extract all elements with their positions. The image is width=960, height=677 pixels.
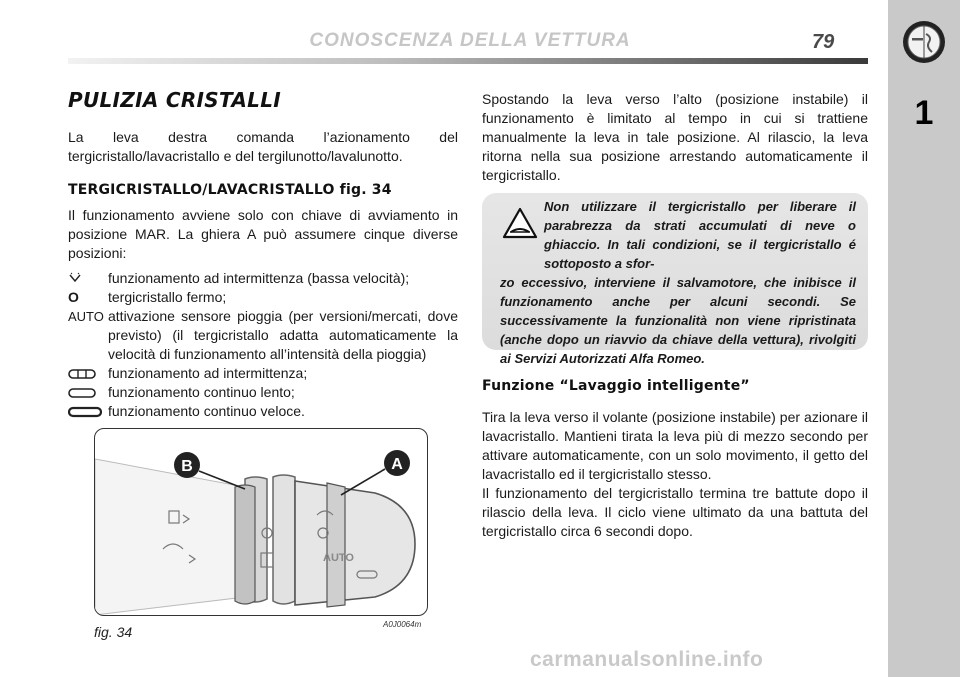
chapter-number: 1 bbox=[914, 94, 934, 132]
warning-box bbox=[482, 193, 868, 366]
lever-auto-label: AUTO bbox=[323, 552, 354, 564]
position-description: attivazione sensore pioggia (per versioni/mercati, dove previsto) (il tergicristallo adatta automaticamente la velocità di funzionamento all’intensità della pioggia) bbox=[108, 308, 458, 362]
callout-a-label: A bbox=[391, 456, 403, 473]
running-header-title: CONOSCENZA DELLA VETTURA bbox=[309, 30, 631, 51]
position-symbol: O bbox=[68, 289, 79, 305]
figure-code: A0J0064m bbox=[383, 620, 422, 629]
function-title: Funzione “Lavaggio intelligente” bbox=[482, 378, 750, 394]
continuous-slow-icon bbox=[68, 383, 108, 402]
position-description: funzionamento continuo veloce. bbox=[108, 403, 305, 419]
warning-text-rest: zo eccessivo, interviene il salvamotore, che inibisce il funzionamento anche per alcuni secondi. Se successivamente la funzionalità non viene ripristinata (anche dopo un riavvio da chiave della vettura), rivolgiti ai Servizi Autorizzati Alfa Romeo. bbox=[500, 275, 856, 366]
page-number: 79 bbox=[812, 31, 835, 53]
intermittent-low-icon bbox=[68, 269, 108, 288]
figure-label: fig. 34 bbox=[94, 624, 133, 640]
alfa-romeo-logo-icon bbox=[902, 20, 946, 64]
left-column bbox=[68, 88, 458, 421]
list-item bbox=[68, 402, 458, 421]
list-item bbox=[68, 269, 458, 288]
subsection-title: TERGICRISTALLO/LAVACRISTALLO fig. 34 bbox=[68, 182, 392, 198]
right-column bbox=[482, 90, 868, 185]
wiper-lever-illustration bbox=[95, 429, 427, 615]
continuous-fast-icon bbox=[68, 402, 108, 421]
warning-text bbox=[500, 197, 856, 368]
intro-paragraph: La leva destra comanda l’azionamento del tergicristallo/lavacristallo e del tergilunotto/lavalunotto. bbox=[68, 129, 458, 164]
section-title: PULIZIA CRISTALLI bbox=[68, 88, 281, 112]
position-description: funzionamento continuo lento; bbox=[108, 384, 295, 400]
subsection-paragraph: Il funzionamento avviene solo con chiave di avviamento in posizione MAR. La ghiera A può assumere cinque diverse posizioni: bbox=[68, 207, 458, 261]
intermittent-icon bbox=[68, 364, 108, 383]
list-item bbox=[68, 307, 458, 364]
list-item bbox=[68, 364, 458, 383]
function-paragraph-1: Tira la leva verso il volante (posizione instabile) per azionare il lavacristallo. Mantieni tirata la leva più di mezzo secondo per attivare automaticamente, con un solo movimento, il getto del lavacristallo ed il tergicristallo stesso. bbox=[482, 409, 868, 482]
figure-34 bbox=[94, 428, 428, 616]
position-description: tergicristallo fermo; bbox=[108, 289, 227, 305]
warning-text-first: Non utilizzare il tergicristallo per liberare il parabrezza da strati accumulati di neve o ghiaccio. In tali condizioni, se il tergicristallo é sottoposto a sfor- bbox=[544, 199, 856, 271]
function-body bbox=[482, 408, 868, 541]
function-paragraph-2: Il funzionamento del tergicristallo termina tre battute dopo il rilascio della leva. Il ciclo viene ultimato da una battuta del tergicristallo circa 6 secondi dopo. bbox=[482, 485, 868, 539]
right-paragraph: Spostando la leva verso l’alto (posizione instabile) il funzionamento è limitato al tempo in cui si trattiene manualmente la leva in tale posizione. Al rilascio, la leva ritorna nella sua posizione arrestando automaticamente il tergicristallo. bbox=[482, 91, 868, 183]
list-item bbox=[68, 383, 458, 402]
position-symbol: AUTO bbox=[68, 309, 104, 324]
header-rule bbox=[68, 58, 868, 64]
wiper-position-list bbox=[68, 269, 458, 421]
callout-b-label: B bbox=[181, 458, 193, 475]
list-item bbox=[68, 288, 458, 307]
position-description: funzionamento ad intermittenza (bassa velocità); bbox=[108, 270, 410, 286]
position-description: funzionamento ad intermittenza; bbox=[108, 365, 308, 381]
watermark: carmanualsonline.info bbox=[530, 648, 764, 671]
